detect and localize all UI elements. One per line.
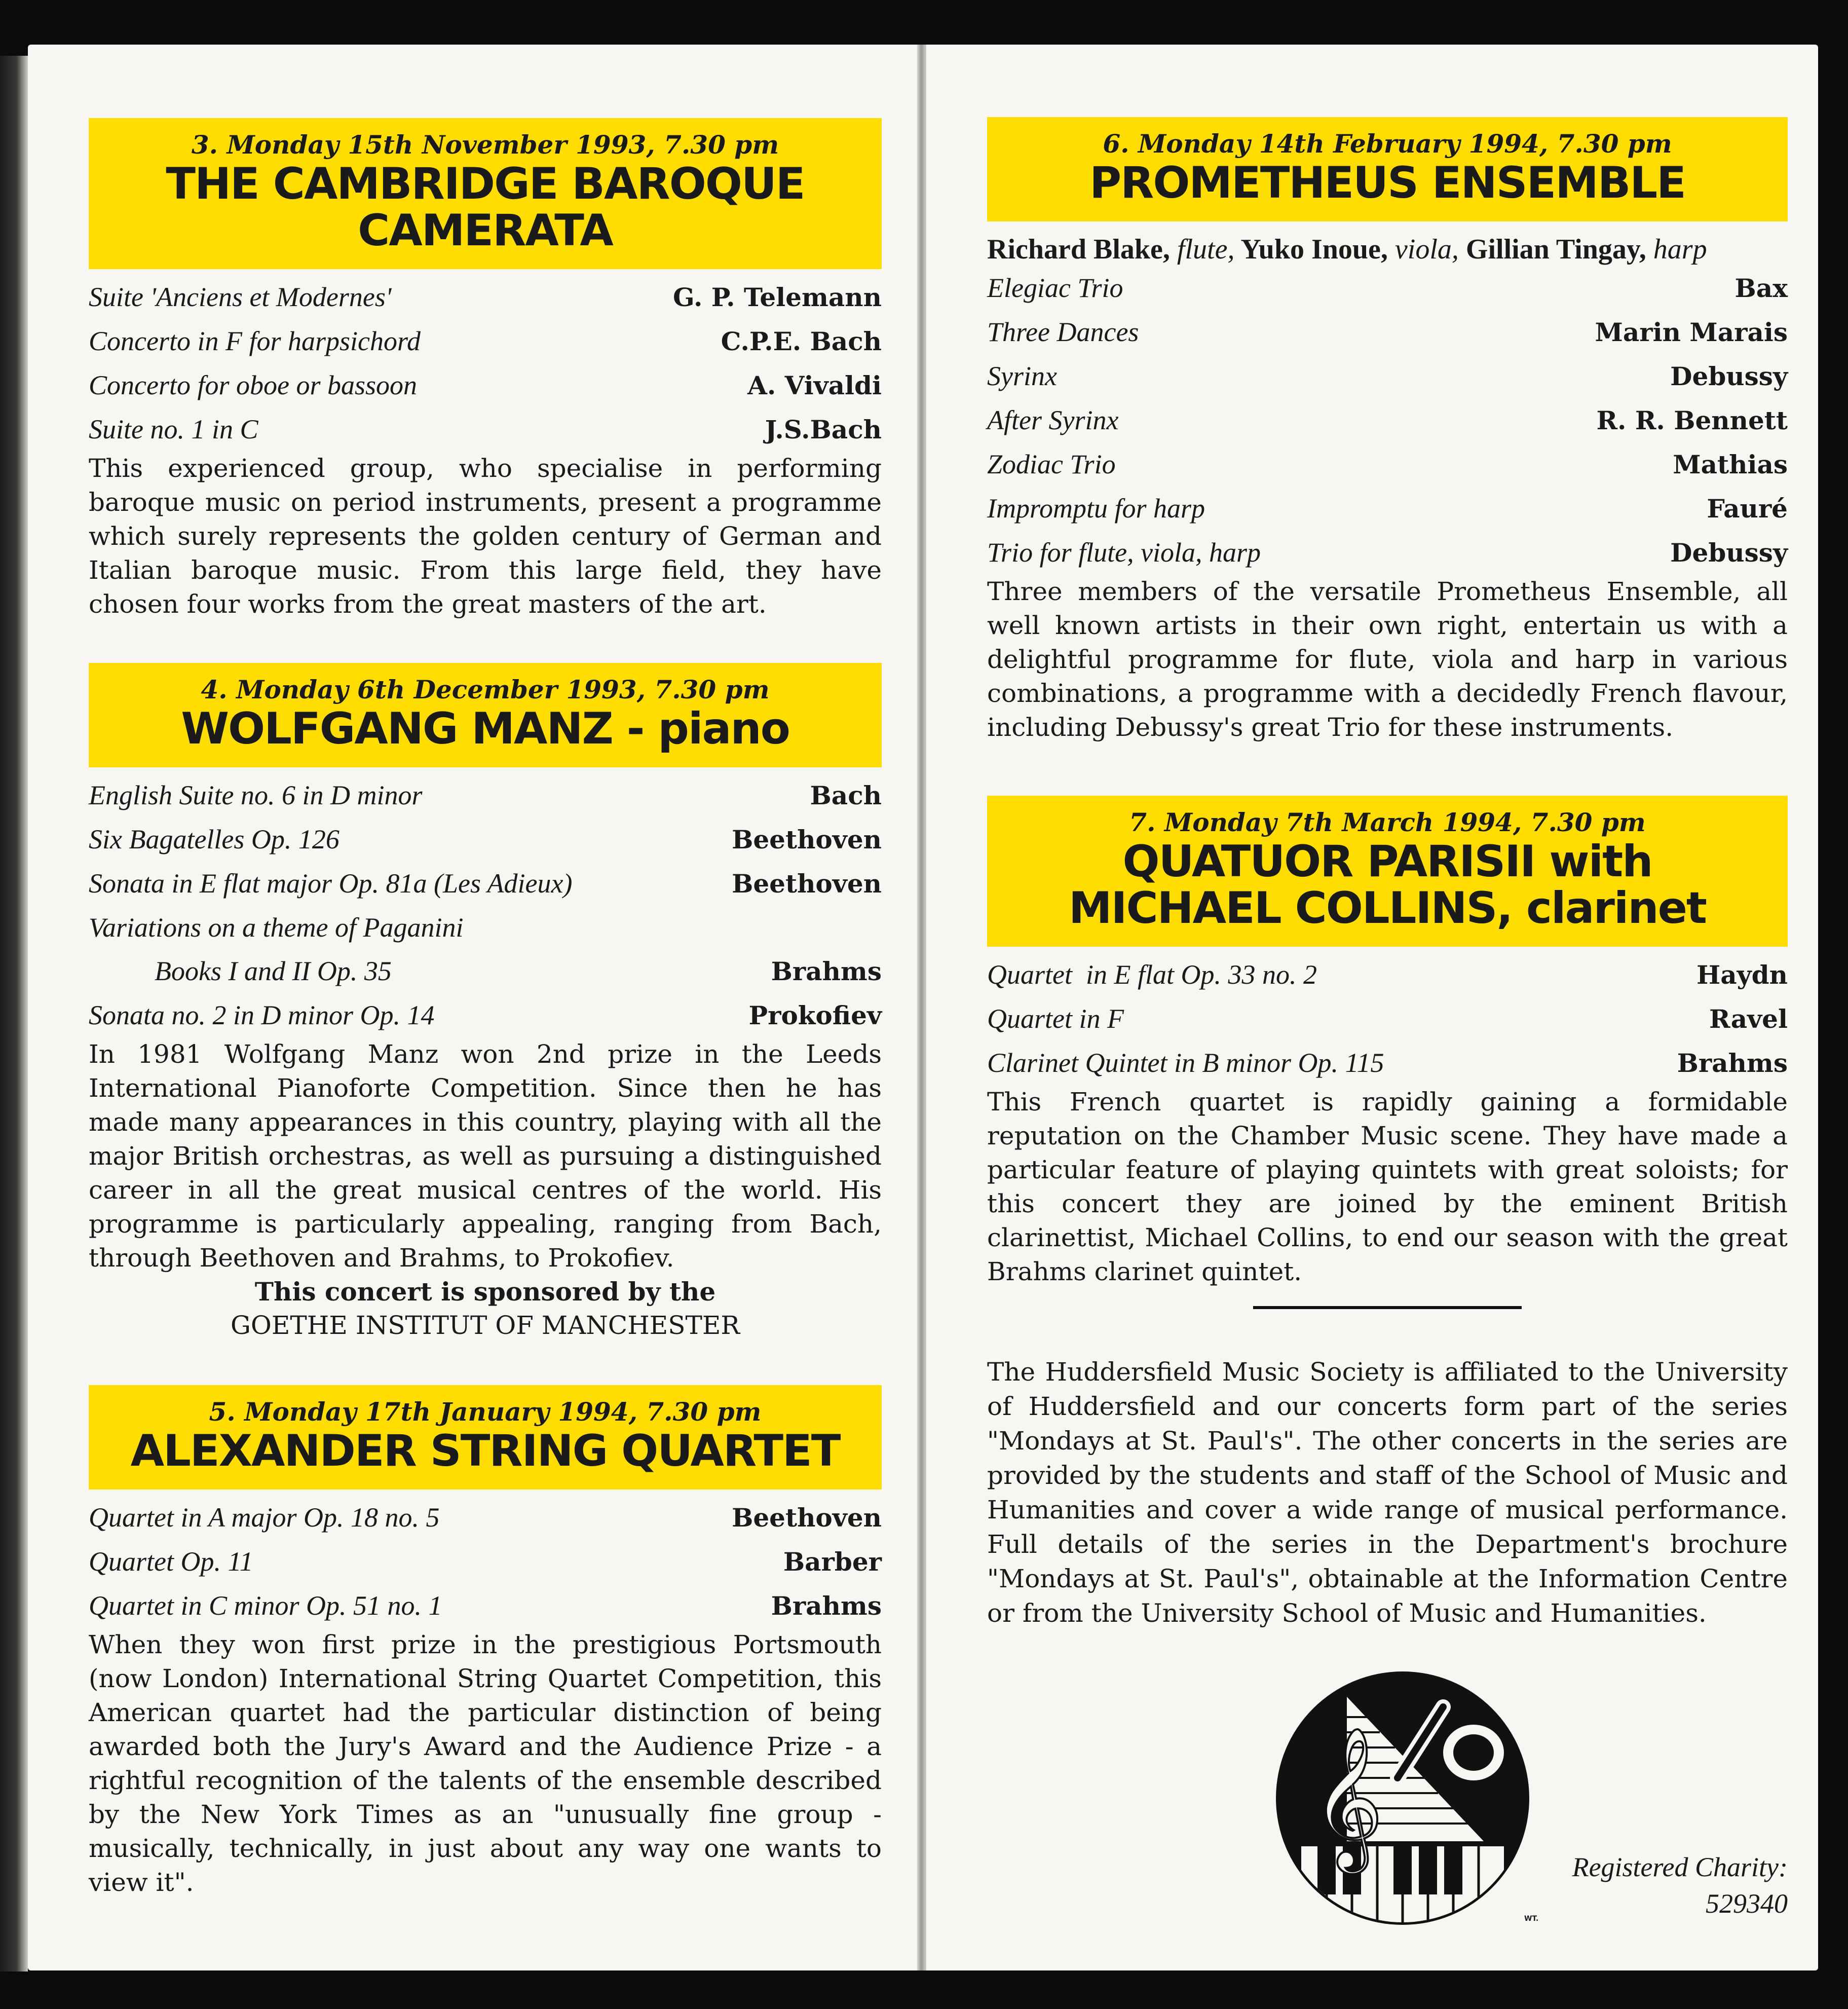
sponsor-name: GOETHE INSTITUT OF MANCHESTER — [230, 1311, 740, 1340]
composer: Prokofiev — [748, 1000, 882, 1030]
composer: Beethoven — [732, 825, 882, 854]
performer-instrument: viola, — [1394, 234, 1459, 265]
composer: Brahms — [771, 956, 882, 986]
work-title: Suite no. 1 in C — [89, 414, 258, 444]
title-line-1-suffix: with — [1549, 836, 1652, 887]
composer: Beethoven — [732, 869, 882, 899]
composer: Beethoven — [732, 1503, 882, 1533]
programme-item — [89, 319, 882, 363]
concert-banner — [89, 663, 882, 767]
programme-item — [89, 906, 882, 949]
concert-title: ALEXANDER STRING QUARTET — [130, 1426, 840, 1476]
work-title: Clarinet Quintet in B minor Op. 115 — [987, 1048, 1384, 1078]
concert-description: This French quartet is rapidly gaining a formidable reputation on the Chamber Music scene. They have made a particular feature of playing quintets with great soloists; for this concert they are joined by the eminent British clarinettist, Michael Collins, to end our season with the great Brahms clarinet quintet. — [987, 1087, 1788, 1286]
composer: C.P.E. Bach — [721, 326, 882, 356]
page-edge-shadow — [0, 56, 28, 1971]
programme-item — [89, 1584, 882, 1628]
section-divider — [1253, 1306, 1522, 1309]
work-title: Suite 'Anciens et Modernes' — [89, 282, 392, 312]
concert-description: In 1981 Wolfgang Manz won 2nd prize in the Leeds International Pianoforte Competition. Since then he has made many appearances in this country, playing with all the major British orchestras, as well as pursuing a distinguished career in all the great musical centres of the world. His programme is particularly appealing, ranging from Bach, through Beethoven and Brahms, to Prokofiev. — [89, 1039, 882, 1273]
book-gutter — [917, 45, 926, 1970]
programme-item — [987, 953, 1788, 997]
composer: J.S.Bach — [765, 415, 882, 444]
concert-date: 6. Monday 14th February 1994, 7.30 pm — [1103, 129, 1672, 159]
concert-title — [997, 838, 1778, 932]
work-title: Trio for flute, viola, harp — [987, 537, 1261, 568]
work-title: Variations on a theme of Paganini — [89, 912, 464, 943]
programme-item — [89, 407, 882, 452]
concert-banner — [89, 118, 882, 269]
composer: Haydn — [1696, 960, 1788, 990]
programme-item — [89, 363, 882, 407]
concert-banner — [987, 796, 1788, 947]
left-page — [28, 45, 917, 1970]
programme-item — [89, 993, 882, 1037]
work-title: Elegiac Trio — [987, 273, 1123, 303]
concert-banner — [89, 1385, 882, 1490]
treble-clef-icon: 𝄞 — [1311, 1726, 1383, 1868]
programme-item — [987, 398, 1788, 442]
composer: G. P. Telemann — [673, 282, 882, 312]
performer-name: Gillian Tingay, — [1465, 234, 1646, 265]
work-title: Syrinx — [987, 361, 1057, 391]
work-title: Quartet in A major Op. 18 no. 5 — [89, 1502, 440, 1533]
work-title: English Suite no. 6 in D minor — [89, 780, 423, 810]
work-title: Impromptu for harp — [987, 493, 1205, 524]
composer: Bax — [1734, 273, 1788, 303]
composer: Ravel — [1709, 1004, 1788, 1034]
programme-item — [89, 862, 882, 906]
concert-date: 5. Monday 17th January 1994, 7.30 pm — [209, 1397, 762, 1427]
work-title: Quartet in C minor Op. 51 no. 1 — [89, 1590, 442, 1621]
society-info: The Huddersfield Music Society is affiliated to the University of Huddersfield and our concerts form part of the series "Mondays at St. Paul's". The other concerts in the series are provided by the students and staff of the School of Music and Humanities and cover a wide range of musical performance. Full details of the series in the Department's brochure "Mondays at St. Paul's", obtainable at the Information Centre or from the University School of Music and Humanities. — [987, 1357, 1788, 1628]
title-line-2: CAMERATA — [358, 205, 613, 256]
title-line-2-main: MICHAEL COLLINS, — [1068, 883, 1526, 934]
performer-instrument: flute, — [1177, 234, 1235, 265]
concert-5 — [89, 1385, 882, 1900]
work-title: Sonata no. 2 in D minor Op. 14 — [89, 1000, 435, 1030]
work-title: Quartet in E flat Op. 33 no. 2 — [987, 959, 1317, 990]
programme-item — [987, 997, 1788, 1041]
title-line-1: THE CAMBRIDGE BAROQUE — [166, 159, 805, 209]
programme-item — [987, 442, 1788, 487]
work-title: After Syrinx — [987, 405, 1119, 435]
work-title: Zodiac Trio — [987, 449, 1116, 479]
programme-item — [987, 354, 1788, 398]
programme-item — [987, 1041, 1788, 1085]
concert-title — [99, 161, 872, 254]
concert-date: 4. Monday 6th December 1993, 7.30 pm — [201, 675, 770, 704]
composer: Barber — [783, 1547, 882, 1577]
programme-item — [987, 310, 1788, 354]
programme-list — [987, 266, 1788, 575]
composer: Fauré — [1707, 494, 1788, 524]
composer: A. Vivaldi — [747, 370, 882, 400]
performer-name: Yuko Inoue, — [1240, 234, 1388, 265]
sponsor-line: This concert is sponsored by the — [254, 1277, 716, 1307]
title-line-1-main: QUATUOR PARISII — [1122, 836, 1550, 887]
programme-item — [89, 949, 882, 993]
programme-item — [89, 1496, 882, 1540]
composer: Bach — [810, 780, 882, 810]
performer-name: Richard Blake, — [987, 234, 1170, 265]
composer: Debussy — [1670, 361, 1788, 391]
programme-list — [987, 953, 1788, 1085]
concert-7 — [987, 796, 1788, 1309]
programme-item — [89, 817, 882, 862]
work-title: Concerto for oboe or bassoon — [89, 370, 417, 400]
programme-item — [987, 266, 1788, 310]
concert-description: Three members of the versatile Prometheus Ensemble, all well known artists in their own right, entertain us with a delightful programme for flute, viola and harp in various combinations, a programme with a decidedly French flavour, including Debussy's great Trio for these instruments. — [987, 577, 1788, 742]
programme-item — [89, 275, 882, 319]
concert-description: This experienced group, who specialise in performing baroque music on period instruments, present a programme which surely represents the golden century of German and Italian baroque music. From this large field, they have chosen four works from the great masters of the art. — [89, 454, 882, 619]
composer: Debussy — [1670, 538, 1788, 568]
title-line-2-suffix: clarinet — [1526, 883, 1707, 934]
work-title: Sonata in E flat major Op. 81a (Les Adieux) — [89, 868, 573, 899]
composer: Mathias — [1673, 450, 1788, 479]
right-page — [926, 45, 1818, 1970]
title-suffix: piano — [658, 703, 789, 754]
concert-date: 7. Monday 7th March 1994, 7.30 pm — [1129, 807, 1646, 837]
work-title: Concerto in F for harpsichord — [89, 326, 421, 356]
programme-item — [89, 773, 882, 817]
programme-item — [987, 487, 1788, 531]
concert-title — [99, 705, 872, 752]
concert-title: PROMETHEUS ENSEMBLE — [1089, 158, 1685, 208]
work-title: Three Dances — [987, 317, 1139, 347]
charity-label: Registered Charity: — [1572, 1852, 1788, 1882]
logo-initials: WT. — [1524, 1915, 1539, 1923]
concert-6 — [987, 117, 1788, 745]
concert-3 — [89, 118, 882, 621]
programme-list — [89, 1496, 882, 1628]
performer-instrument: harp — [1653, 234, 1707, 265]
programme-item — [987, 531, 1788, 575]
title-main: WOLFGANG MANZ - — [181, 703, 658, 754]
composer: Brahms — [771, 1591, 882, 1621]
work-title: Books I and II Op. 35 — [155, 956, 392, 986]
concert-banner — [987, 117, 1788, 221]
concert-date: 3. Monday 15th November 1993, 7.30 pm — [191, 130, 779, 160]
work-title: Six Bagatelles Op. 126 — [89, 824, 340, 854]
composer: R. R. Bennett — [1596, 405, 1788, 435]
composer: Marin Marais — [1595, 317, 1788, 347]
work-title: Quartet Op. 11 — [89, 1546, 253, 1577]
programme-item — [89, 1540, 882, 1584]
composer: Brahms — [1677, 1048, 1788, 1078]
performers-line — [987, 233, 1788, 266]
charity-number: 529340 — [1706, 1888, 1788, 1919]
concert-4 — [89, 663, 882, 1342]
programme-list — [89, 773, 882, 1037]
work-title: Quartet in F — [987, 1003, 1124, 1034]
programme-list — [89, 275, 882, 452]
registered-charity — [1572, 1849, 1788, 1922]
music-society-logo — [1271, 1666, 1534, 1930]
concert-description: When they won first prize in the prestigious Portsmouth (now London) International String Quartet Competition, this American quartet had the particular distinction of being awarded both the Jury's Award and the Audience Prize - a rightful recognition of the talents of the ensemble described by the New York Times as an "unusually fine group - musically, technically, in just about any way one wants to view it". — [89, 1630, 882, 1897]
